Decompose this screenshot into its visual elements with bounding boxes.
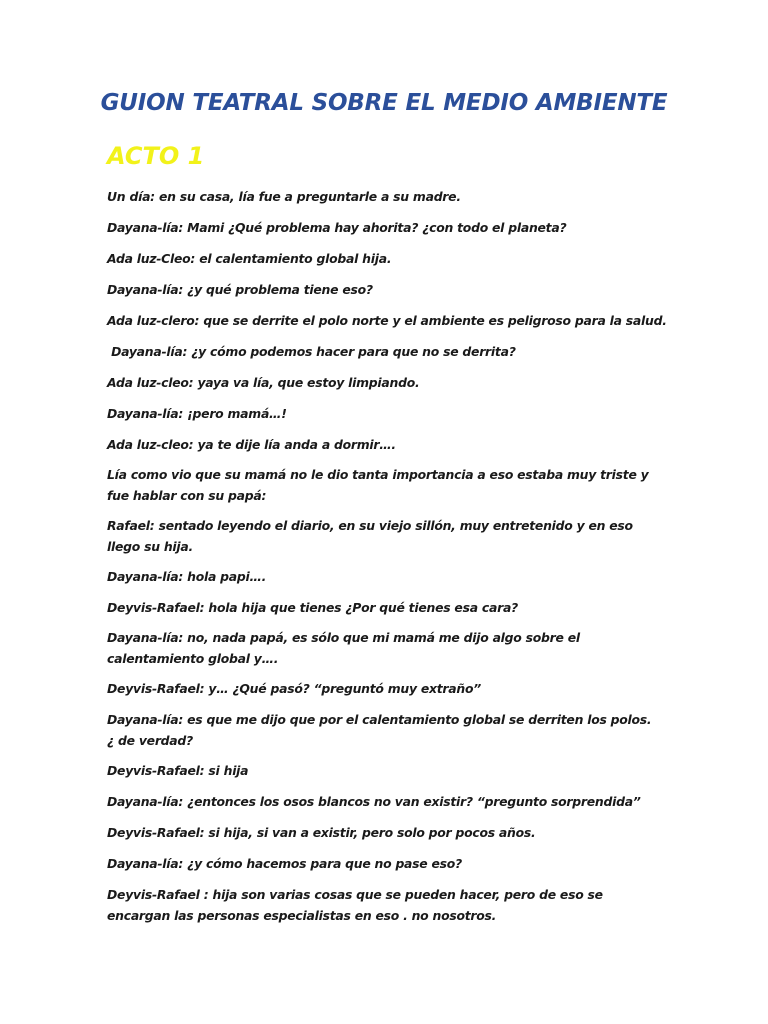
- script-line: Deyvis-Rafael : hija son varias cosas que se pueden hacer, pero de eso se encargan las personas especialistas en eso . no nosotros.: [107, 887, 603, 923]
- script-line: Ada luz-cleo: yaya va lía, que estoy limpiando.: [107, 375, 420, 390]
- script-line: Deyvis-Rafael: si hija: [107, 763, 249, 778]
- document-title: GUION TEATRAL SOBRE EL MEDIO AMBIENTE: [100, 90, 668, 116]
- script-line: Dayana-lía: hola papi….: [107, 569, 267, 584]
- script-line: Dayana-lía: ¡pero mamá…!: [107, 406, 287, 421]
- act-heading: ACTO 1: [107, 142, 205, 170]
- script-line: Dayana-lía: es que me dijo que por el calentamiento global se derriten los polos. ¿ de verdad?: [107, 712, 652, 748]
- script-line: Lía como vio que su mamá no le dio tanta importancia a eso estaba muy triste y fue hablar con su papá:: [107, 467, 649, 503]
- script-line: Deyvis-Rafael: y… ¿Qué pasó? “preguntó muy extraño”: [107, 681, 481, 696]
- script-line: Ada luz-cleo: ya te dije lía anda a dormir….: [107, 437, 396, 452]
- script-line: Dayana-lía: ¿y cómo podemos hacer para que no se derrita?: [107, 344, 516, 359]
- script-line: Deyvis-Rafael: hola hija que tienes ¿Por qué tienes esa cara?: [107, 600, 518, 615]
- script-line: Rafael: sentado leyendo el diario, en su viejo sillón, muy entretenido y en eso llego su hija.: [107, 518, 633, 554]
- script-line: Ada luz-clero: que se derrite el polo norte y el ambiente es peligroso para la salud.: [107, 313, 667, 328]
- script-line: Deyvis-Rafael: si hija, si van a existir, pero solo por pocos años.: [107, 825, 536, 840]
- script-line: Dayana-lía: no, nada papá, es sólo que mi mamá me dijo algo sobre el calentamiento global y….: [107, 630, 580, 666]
- script-line: Dayana-lía: ¿y cómo hacemos para que no pase eso?: [107, 856, 462, 871]
- script-line: Ada luz-Cleo: el calentamiento global hija.: [107, 251, 392, 266]
- script-line: Dayana-lía: ¿y qué problema tiene eso?: [107, 282, 373, 297]
- script-line: Dayana-lía: ¿entonces los osos blancos no van existir? “pregunto sorprendida”: [107, 794, 641, 809]
- script-line: Un día: en su casa, lía fue a preguntarle a su madre.: [107, 189, 461, 204]
- script-line: Dayana-lía: Mami ¿Qué problema hay ahorita? ¿con todo el planeta?: [107, 220, 567, 235]
